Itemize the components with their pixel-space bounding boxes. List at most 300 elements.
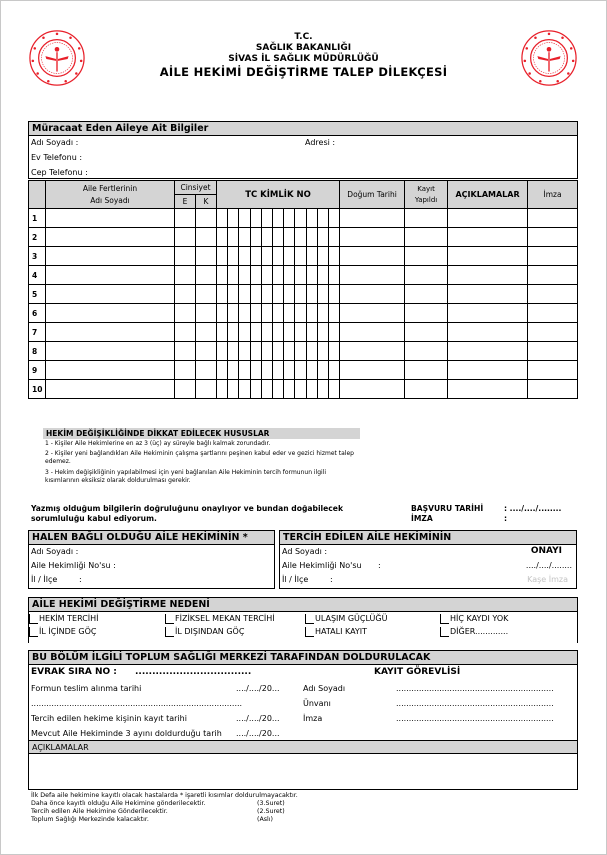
- gender-female-cell[interactable]: [196, 304, 217, 323]
- header-member-name: [46, 181, 175, 209]
- birth-date-cell[interactable]: [340, 266, 405, 285]
- table-row: [29, 247, 578, 266]
- table-row: [29, 228, 578, 247]
- registered-cell[interactable]: [405, 361, 448, 380]
- registration-date-label: Tercih edilen hekime kişinin kayıt tarihi: [31, 714, 187, 723]
- table-row: [29, 342, 578, 361]
- preferred-doctor-title: TERCİH EDİLEN AİLE HEKİMİNİN: [280, 531, 576, 545]
- member-name-cell[interactable]: [46, 285, 175, 304]
- tc-digit-cell[interactable]: [272, 361, 283, 380]
- tc-digit-cell[interactable]: [284, 228, 295, 247]
- preferred-doctor-name-label: Ad Soyadı :: [282, 547, 328, 556]
- checkbox-icon[interactable]: [165, 614, 174, 624]
- reason-option[interactable]: [165, 626, 244, 637]
- tc-digit-cell[interactable]: [328, 342, 339, 361]
- gender-male-cell[interactable]: [175, 228, 196, 247]
- notes-cell[interactable]: [448, 285, 528, 304]
- member-name-cell[interactable]: [46, 247, 175, 266]
- notes-cell[interactable]: [448, 247, 528, 266]
- tc-digit-cell[interactable]: [328, 247, 339, 266]
- footer-note-text: Tercih edilen Aile Hekimine Gönderilecektir.: [31, 808, 168, 815]
- member-name-cell[interactable]: [46, 361, 175, 380]
- reason-option[interactable]: [305, 626, 367, 637]
- tc-digit-cell[interactable]: [228, 323, 239, 342]
- tc-digit-cell[interactable]: [272, 209, 283, 228]
- tc-digit-cell[interactable]: [328, 304, 339, 323]
- header-registered: [405, 181, 448, 209]
- tc-digit-cell[interactable]: [272, 266, 283, 285]
- reason-label: İL İÇİNDE GÖÇ: [39, 627, 97, 636]
- declaration-line1: Yazmış olduğum bilgilerin doğruluğunu onaylıyor ve bundan doğabilecek: [31, 504, 343, 513]
- footer-note-text: Daha önce kayıtlı olduğu Aile Hekimine gönderilecektir.: [31, 800, 206, 807]
- footer-note-text: İlk Defa aile hekimine kayıtlı olacak hastalarda * işaretli kısımlar doldurulmayacaktır.: [31, 792, 298, 799]
- application-signature-field[interactable]: :: [504, 514, 508, 523]
- gender-male-cell[interactable]: [175, 361, 196, 380]
- applicant-name-label: Adı Soyadı :: [31, 138, 79, 147]
- officer-title-field[interactable]: ..............................................................: [396, 699, 554, 708]
- tc-digit-cell[interactable]: [284, 304, 295, 323]
- checkbox-icon[interactable]: [165, 627, 174, 637]
- gender-female-cell[interactable]: [196, 285, 217, 304]
- tc-digit-cell[interactable]: [228, 228, 239, 247]
- current-doctor-number-label: Aile Hekimliği No'su :: [31, 561, 116, 570]
- tc-digit-cell[interactable]: [217, 266, 228, 285]
- applicant-section-title: Müracaat Eden Aileye Ait Bilgiler: [29, 122, 577, 136]
- checkbox-icon[interactable]: [29, 614, 38, 624]
- tc-digit-cell[interactable]: [328, 380, 339, 399]
- registered-cell[interactable]: [405, 266, 448, 285]
- tc-digit-cell[interactable]: [306, 361, 317, 380]
- reason-label: ULAŞIM GÜÇLÜĞÜ: [315, 614, 388, 623]
- tc-digit-cell[interactable]: [217, 304, 228, 323]
- tc-digit-cell[interactable]: [261, 304, 272, 323]
- gender-female-cell[interactable]: [196, 209, 217, 228]
- tc-digit-cell[interactable]: [261, 342, 272, 361]
- tc-digit-cell[interactable]: [272, 342, 283, 361]
- tc-digit-cell[interactable]: [295, 304, 306, 323]
- notes-cell[interactable]: [448, 380, 528, 399]
- tc-digit-cell[interactable]: [228, 285, 239, 304]
- tc-digit-cell[interactable]: [250, 361, 261, 380]
- tc-digit-cell[interactable]: [250, 228, 261, 247]
- tc-digit-cell[interactable]: [284, 285, 295, 304]
- signature-cell[interactable]: [528, 361, 578, 380]
- tc-digit-cell[interactable]: [295, 361, 306, 380]
- applicant-home-phone-label: Ev Telefonu :: [31, 153, 83, 162]
- notes-cell[interactable]: [448, 266, 528, 285]
- row-number: 7: [29, 323, 46, 342]
- member-name-cell[interactable]: [46, 266, 175, 285]
- tc-digit-cell[interactable]: [239, 209, 250, 228]
- member-name-cell[interactable]: [46, 304, 175, 323]
- registered-cell[interactable]: [405, 323, 448, 342]
- tc-digit-cell[interactable]: [317, 342, 328, 361]
- tc-digit-cell[interactable]: [239, 304, 250, 323]
- officer-name-label: Adı Soyadı: [303, 684, 346, 693]
- header-line-ministry: SAĞLIK BAKANLIĞI: [255, 43, 352, 53]
- tc-digit-cell[interactable]: [317, 285, 328, 304]
- row-number: 4: [29, 266, 46, 285]
- change-reason-title: AİLE HEKİMİ DEĞİŞTİRME NEDENİ: [29, 598, 577, 612]
- current-doctor-name-label: Adı Soyadı :: [31, 547, 79, 556]
- tc-digit-cell[interactable]: [250, 342, 261, 361]
- tc-digit-cell[interactable]: [250, 266, 261, 285]
- tc-digit-cell[interactable]: [272, 247, 283, 266]
- tc-digit-cell[interactable]: [261, 380, 272, 399]
- tc-digit-cell[interactable]: [228, 380, 239, 399]
- tc-digit-cell[interactable]: [217, 228, 228, 247]
- signature-cell[interactable]: [528, 247, 578, 266]
- preferred-doctor-section: [279, 530, 577, 589]
- gender-male-cell[interactable]: [175, 209, 196, 228]
- checkbox-icon[interactable]: [440, 627, 449, 637]
- applicant-address-label: Adresi :: [305, 138, 336, 147]
- tc-digit-cell[interactable]: [284, 380, 295, 399]
- reason-option[interactable]: [29, 626, 97, 637]
- gender-male-cell[interactable]: [175, 342, 196, 361]
- header-member-name-line1: Aile Fertlerinin: [82, 183, 138, 193]
- signature-cell[interactable]: [528, 285, 578, 304]
- birth-date-cell[interactable]: [340, 228, 405, 247]
- registered-cell[interactable]: [405, 228, 448, 247]
- tc-digit-cell[interactable]: [250, 209, 261, 228]
- gender-female-cell[interactable]: [196, 247, 217, 266]
- tc-digit-cell[interactable]: [250, 304, 261, 323]
- tc-digit-cell[interactable]: [272, 380, 283, 399]
- signature-cell[interactable]: [528, 380, 578, 399]
- tc-digit-cell[interactable]: [317, 304, 328, 323]
- header-registered-line2: Yapıldı: [414, 195, 438, 204]
- considerations-title: HEKİM DEĞİŞİKLİĞİNDE DİKKAT EDİLECEK HUSUSLAR: [43, 428, 360, 439]
- reason-option[interactable]: [165, 613, 275, 624]
- tc-digit-cell[interactable]: [272, 228, 283, 247]
- birth-date-cell[interactable]: [340, 285, 405, 304]
- tc-digit-cell[interactable]: [217, 285, 228, 304]
- signature-cell[interactable]: [528, 342, 578, 361]
- tc-digit-cell[interactable]: [228, 266, 239, 285]
- registered-cell[interactable]: [405, 380, 448, 399]
- tc-digit-cell[interactable]: [317, 247, 328, 266]
- tc-digit-cell[interactable]: [306, 266, 317, 285]
- table-row: [29, 285, 578, 304]
- tc-digit-cell[interactable]: [228, 342, 239, 361]
- notes-cell[interactable]: [448, 304, 528, 323]
- tc-digit-cell[interactable]: [217, 247, 228, 266]
- tc-digit-cell[interactable]: [239, 361, 250, 380]
- ministry-logo-left-icon: [28, 29, 86, 87]
- row-number: 3: [29, 247, 46, 266]
- tc-digit-cell[interactable]: [295, 342, 306, 361]
- gender-female-cell[interactable]: [196, 228, 217, 247]
- preferred-doctor-approval-date[interactable]: ..../..../........: [525, 561, 572, 570]
- consideration-item: 1 - Kişiler Aile Hekimlerine en az 3 (üç) ay süreyle bağlı kalmak zorundadır.: [45, 440, 271, 447]
- tc-digit-cell[interactable]: [295, 266, 306, 285]
- footer-note-copy: (Aslı): [257, 816, 274, 823]
- preferred-doctor-approval: ONAYI: [530, 546, 562, 556]
- three-months-date-label: Mevcut Aile Hekiminde 3 ayını doldurduğu tarih: [31, 729, 222, 738]
- signature-cell[interactable]: [528, 323, 578, 342]
- member-name-cell[interactable]: [46, 380, 175, 399]
- header-gender-male: E: [175, 195, 196, 209]
- stamp-signature-placeholder: Kaşe İmza: [527, 575, 568, 584]
- tc-digit-cell[interactable]: [328, 361, 339, 380]
- tc-digit-cell[interactable]: [284, 247, 295, 266]
- reason-option[interactable]: [305, 613, 387, 624]
- tc-digit-cell[interactable]: [328, 285, 339, 304]
- reason-label: HİÇ KAYDI YOK: [450, 614, 509, 623]
- tc-digit-cell[interactable]: [284, 342, 295, 361]
- tc-digit-cell[interactable]: [295, 247, 306, 266]
- footer-notes: [31, 792, 298, 824]
- birth-date-cell[interactable]: [340, 209, 405, 228]
- tc-digit-cell[interactable]: [306, 380, 317, 399]
- birth-date-cell[interactable]: [340, 304, 405, 323]
- signature-cell[interactable]: [528, 209, 578, 228]
- gender-male-cell[interactable]: [175, 304, 196, 323]
- table-row: [29, 266, 578, 285]
- footer-note-copy: (3.Suret): [257, 800, 285, 807]
- tc-digit-cell[interactable]: [295, 285, 306, 304]
- tc-digit-cell[interactable]: [295, 380, 306, 399]
- application-date-label: BAŞVURU TARİHİ: [411, 504, 484, 513]
- tc-digit-cell[interactable]: [272, 304, 283, 323]
- footer-note-copy: (2.Suret): [257, 808, 285, 815]
- gender-female-cell[interactable]: [196, 323, 217, 342]
- tc-digit-cell[interactable]: [328, 209, 339, 228]
- tc-digit-cell[interactable]: [317, 380, 328, 399]
- table-row: [29, 361, 578, 380]
- registered-cell[interactable]: [405, 209, 448, 228]
- birth-date-cell[interactable]: [340, 247, 405, 266]
- tc-digit-cell[interactable]: [306, 209, 317, 228]
- tc-digit-cell[interactable]: [328, 323, 339, 342]
- tc-digit-cell[interactable]: [250, 323, 261, 342]
- reason-option[interactable]: [440, 613, 508, 624]
- row-number: 1: [29, 209, 46, 228]
- tc-digit-cell[interactable]: [250, 247, 261, 266]
- checkbox-icon[interactable]: [29, 627, 38, 637]
- birth-date-cell[interactable]: [340, 380, 405, 399]
- received-date-field[interactable]: ..../..../20...: [236, 684, 280, 693]
- tc-digit-cell[interactable]: [261, 285, 272, 304]
- header-tc-id: TC KİMLİK NO: [217, 181, 340, 209]
- reason-option[interactable]: [29, 613, 99, 624]
- tc-digit-cell[interactable]: [284, 323, 295, 342]
- notes-cell[interactable]: [448, 228, 528, 247]
- tc-digit-cell[interactable]: [228, 361, 239, 380]
- tc-digit-cell[interactable]: [250, 380, 261, 399]
- applicant-mobile-phone-label: Cep Telefonu :: [31, 168, 88, 177]
- reason-label: HEKİM TERCİHİ: [39, 614, 99, 623]
- reason-label: İL DIŞINDAN GÖÇ: [175, 627, 245, 636]
- tc-digit-cell[interactable]: [239, 380, 250, 399]
- tc-digit-cell[interactable]: [306, 323, 317, 342]
- current-doctor-city-label: İl / İlçe: [31, 575, 58, 584]
- member-name-cell[interactable]: [46, 228, 175, 247]
- header-gender: Cinsiyet: [175, 181, 217, 195]
- preferred-doctor-city-label: İl / İlçe: [282, 575, 309, 584]
- birth-date-cell[interactable]: [340, 361, 405, 380]
- tc-digit-cell[interactable]: [306, 342, 317, 361]
- registered-cell[interactable]: [405, 342, 448, 361]
- signature-cell[interactable]: [528, 304, 578, 323]
- tc-digit-cell[interactable]: [284, 361, 295, 380]
- gender-male-cell[interactable]: [175, 380, 196, 399]
- table-row: [29, 323, 578, 342]
- tc-digit-cell[interactable]: [328, 228, 339, 247]
- health-center-title: BU BÖLÜM İLGİLİ TOPLUM SAĞLIĞI MERKEZİ TARAFINDAN DOLDURULACAK: [29, 651, 577, 665]
- header-gender-female: K: [196, 195, 217, 209]
- row-number: 2: [29, 228, 46, 247]
- officer-signature-label: İmza: [303, 714, 323, 723]
- row-number: 8: [29, 342, 46, 361]
- tc-digit-cell[interactable]: [328, 266, 339, 285]
- tc-digit-cell[interactable]: [239, 247, 250, 266]
- member-name-cell[interactable]: [46, 323, 175, 342]
- officer-title-label: Ünvanı: [303, 699, 331, 708]
- notes-cell[interactable]: [448, 342, 528, 361]
- considerations-list: [45, 440, 360, 485]
- tc-digit-cell[interactable]: [239, 285, 250, 304]
- checkbox-icon[interactable]: [305, 627, 314, 637]
- header-line-directorate: SİVAS İL SAĞLIK MÜDÜRLÜĞÜ: [228, 54, 379, 64]
- gender-female-cell[interactable]: [196, 342, 217, 361]
- row-number: 6: [29, 304, 46, 323]
- tc-digit-cell[interactable]: [295, 209, 306, 228]
- row-number: 5: [29, 285, 46, 304]
- footer-note: [31, 808, 298, 816]
- tc-digit-cell[interactable]: [272, 323, 283, 342]
- notes-cell[interactable]: [448, 209, 528, 228]
- officer-signature-field[interactable]: ..............................................................: [396, 714, 554, 723]
- footer-note: [31, 816, 298, 824]
- registered-cell[interactable]: [405, 304, 448, 323]
- received-date-label: Formun teslim alınma tarihi: [31, 684, 142, 693]
- declaration-line2: sorumluluğu kabul ediyorum.: [31, 514, 157, 523]
- tc-digit-cell[interactable]: [228, 247, 239, 266]
- registered-cell[interactable]: [405, 285, 448, 304]
- tc-digit-cell[interactable]: [272, 285, 283, 304]
- tc-digit-cell[interactable]: [239, 342, 250, 361]
- preferred-doctor-number-colon: :: [378, 561, 381, 570]
- tc-digit-cell[interactable]: [261, 361, 272, 380]
- current-doctor-title: HALEN BAĞLI OLDUĞU AİLE HEKİMİNİN *: [29, 531, 274, 545]
- header-line-tc: T.C.: [294, 32, 313, 42]
- tc-digit-cell[interactable]: [217, 380, 228, 399]
- remarks-field[interactable]: [29, 755, 577, 788]
- tc-digit-cell[interactable]: [306, 304, 317, 323]
- gender-female-cell[interactable]: [196, 266, 217, 285]
- current-doctor-city-colon: :: [79, 575, 82, 584]
- tc-digit-cell[interactable]: [261, 209, 272, 228]
- footer-note: [31, 792, 298, 800]
- tc-digit-cell[interactable]: [317, 361, 328, 380]
- tc-digit-cell[interactable]: [317, 323, 328, 342]
- health-center-section: [28, 650, 578, 790]
- tc-digit-cell[interactable]: [239, 323, 250, 342]
- birth-date-cell[interactable]: [340, 323, 405, 342]
- reason-label: DİĞER.............: [450, 627, 509, 636]
- tc-digit-cell[interactable]: [284, 209, 295, 228]
- tc-digit-cell[interactable]: [317, 266, 328, 285]
- applicant-section: [28, 121, 578, 179]
- birth-date-cell[interactable]: [340, 342, 405, 361]
- tc-digit-cell[interactable]: [295, 228, 306, 247]
- gender-female-cell[interactable]: [196, 380, 217, 399]
- member-name-cell[interactable]: [46, 209, 175, 228]
- tc-digit-cell[interactable]: [306, 285, 317, 304]
- current-doctor-section: [28, 530, 275, 589]
- tc-digit-cell[interactable]: [284, 266, 295, 285]
- tc-digit-cell[interactable]: [250, 285, 261, 304]
- blank-dotted-line[interactable]: ...................................................................................: [31, 699, 243, 708]
- checkbox-icon[interactable]: [305, 614, 314, 624]
- signature-cell[interactable]: [528, 228, 578, 247]
- gender-male-cell[interactable]: [175, 285, 196, 304]
- document-title: AİLE HEKİMİ DEĞİŞTİRME TALEP DİLEKÇESİ: [159, 65, 448, 79]
- tc-digit-cell[interactable]: [306, 228, 317, 247]
- tc-digit-cell[interactable]: [239, 228, 250, 247]
- table-row: [29, 209, 578, 228]
- tc-digit-cell[interactable]: [306, 247, 317, 266]
- table-row: [29, 304, 578, 323]
- tc-digit-cell[interactable]: [261, 247, 272, 266]
- tc-digit-cell[interactable]: [261, 323, 272, 342]
- reason-label: FİZİKSEL MEKAN TERCİHİ: [175, 614, 275, 623]
- registered-cell[interactable]: [405, 247, 448, 266]
- tc-digit-cell[interactable]: [295, 323, 306, 342]
- tc-digit-cell[interactable]: [217, 209, 228, 228]
- reason-label: HATALI KAYIT: [315, 627, 368, 636]
- tc-digit-cell[interactable]: [261, 266, 272, 285]
- gender-male-cell[interactable]: [175, 247, 196, 266]
- preferred-doctor-number-label: Aile Hekimliği No'su: [282, 561, 362, 570]
- tc-digit-cell[interactable]: [261, 228, 272, 247]
- checkbox-icon[interactable]: [440, 614, 449, 624]
- tc-digit-cell[interactable]: [217, 361, 228, 380]
- three-months-date-field[interactable]: ..../..../20...: [236, 729, 280, 738]
- document-number-field[interactable]: ..................................: [135, 667, 252, 677]
- application-date-field[interactable]: : ..../..../........: [504, 504, 562, 513]
- gender-female-cell[interactable]: [196, 361, 217, 380]
- reason-option[interactable]: [440, 626, 508, 637]
- declaration-text: [31, 504, 343, 524]
- consideration-item: 2 - Kişiler yeni bağlandıkları Aile Hekiminin çalışma şartlarını peşinen kabul eder ve gezici hizmet talep edemez.: [45, 450, 354, 465]
- document-number-label: EVRAK SIRA NO :: [31, 667, 117, 677]
- notes-cell[interactable]: [448, 323, 528, 342]
- tc-digit-cell[interactable]: [228, 304, 239, 323]
- header-member-name-line2: Adı Soyadı: [90, 195, 130, 205]
- tc-digit-cell[interactable]: [217, 342, 228, 361]
- tc-digit-cell[interactable]: [317, 209, 328, 228]
- tc-digit-cell[interactable]: [317, 228, 328, 247]
- remarks-title: AÇIKLAMALAR: [29, 741, 577, 754]
- tc-digit-cell[interactable]: [239, 266, 250, 285]
- registration-date-field[interactable]: ..../..../20...: [236, 714, 280, 723]
- preferred-doctor-city-colon: :: [330, 575, 333, 584]
- registry-officer-title: KAYIT GÖREVLİSİ: [374, 667, 461, 677]
- member-name-cell[interactable]: [46, 342, 175, 361]
- notes-cell[interactable]: [448, 361, 528, 380]
- signature-cell[interactable]: [528, 266, 578, 285]
- tc-digit-cell[interactable]: [217, 323, 228, 342]
- gender-male-cell[interactable]: [175, 323, 196, 342]
- header-row-number: [29, 181, 46, 209]
- gender-male-cell[interactable]: [175, 266, 196, 285]
- tc-digit-cell[interactable]: [228, 209, 239, 228]
- officer-name-field[interactable]: ..............................................................: [396, 684, 554, 693]
- application-signature-label: İMZA: [411, 514, 433, 523]
